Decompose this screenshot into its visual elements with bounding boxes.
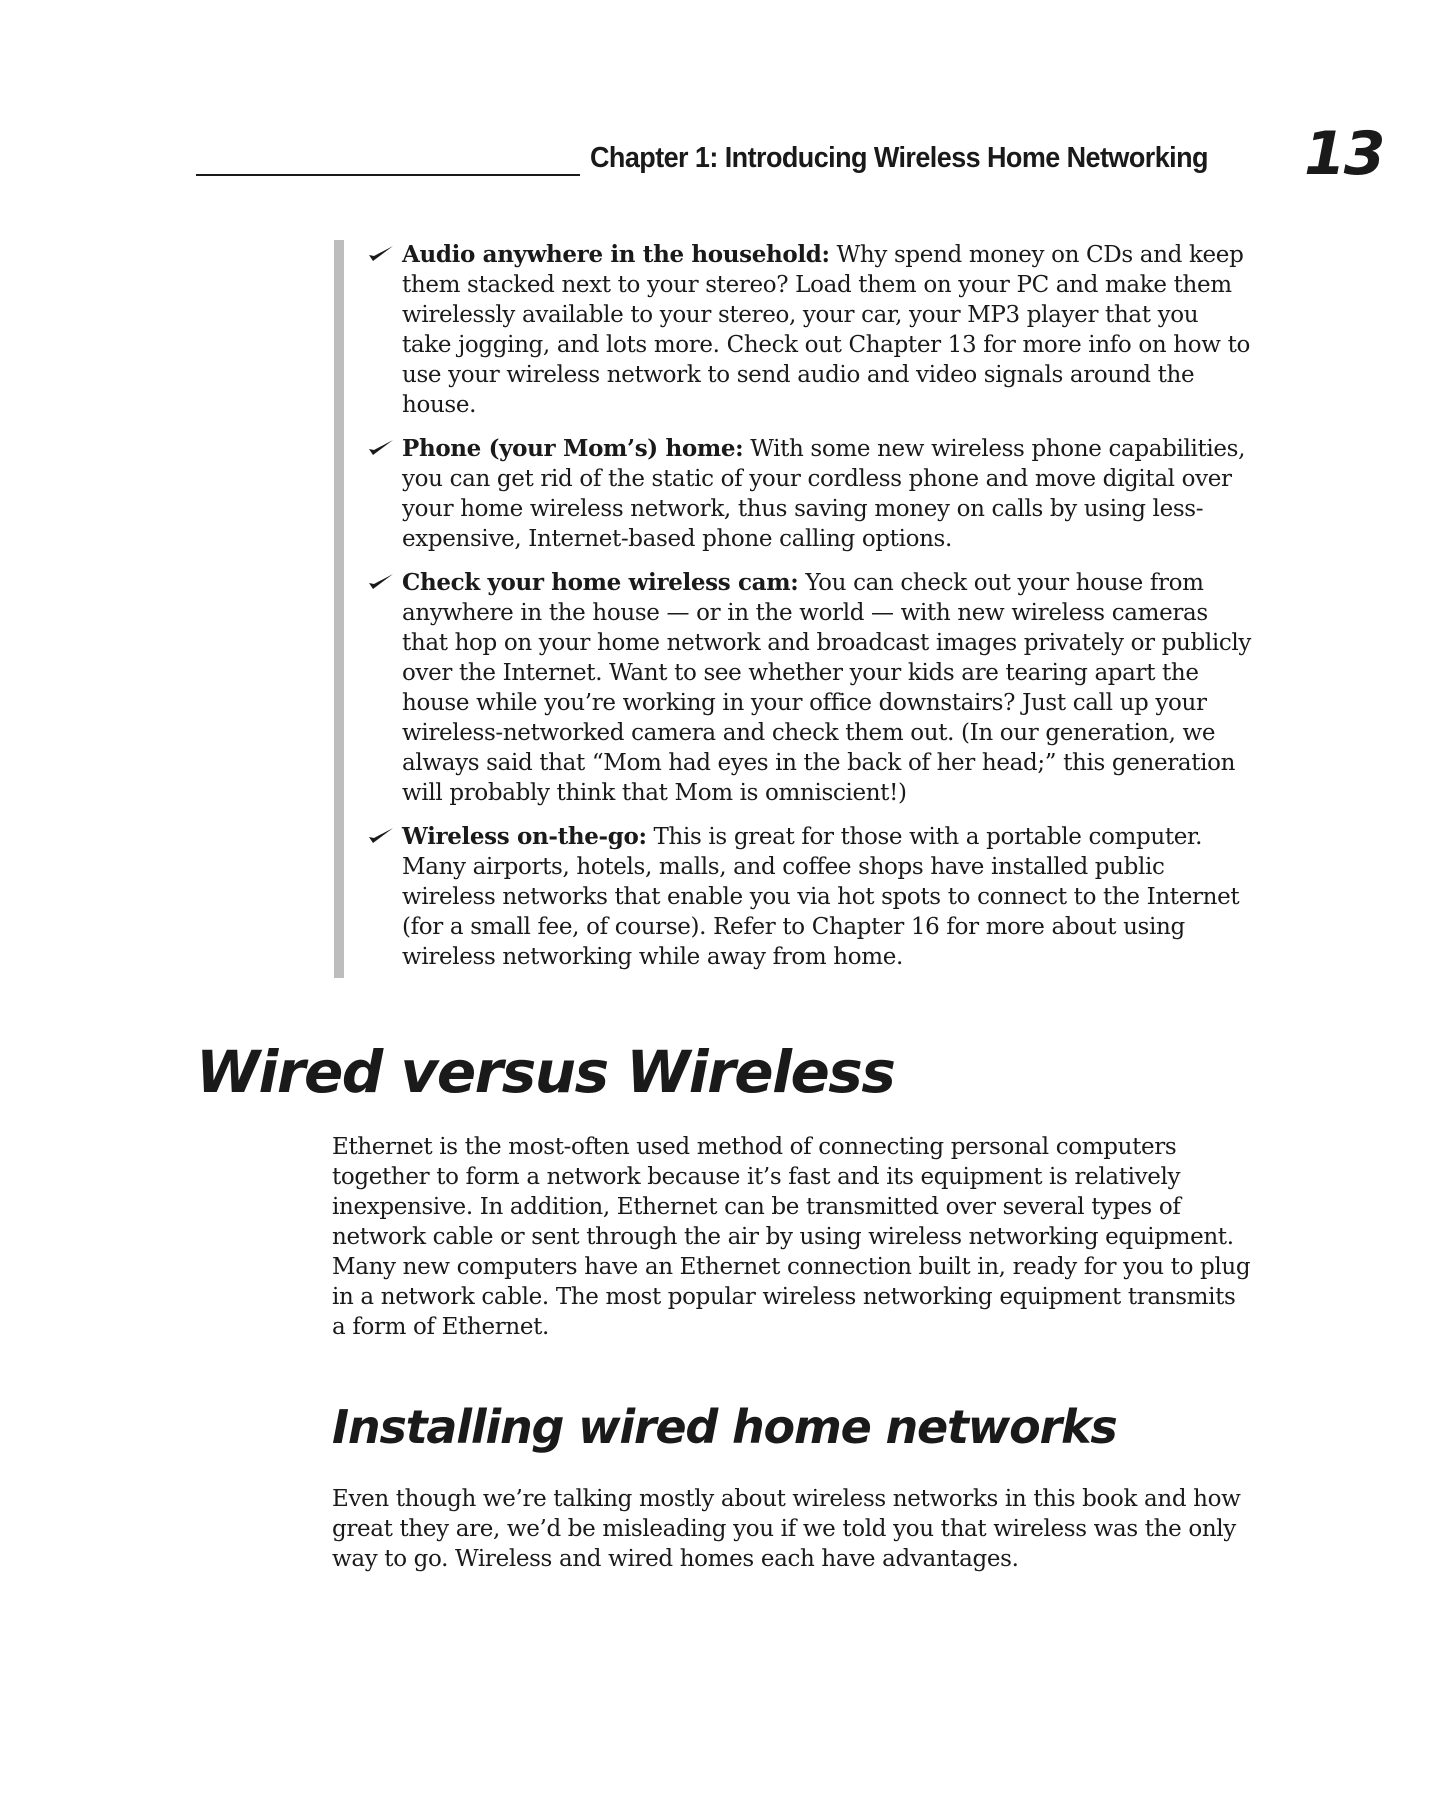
header-rule: [196, 174, 580, 176]
check-mark-icon: [368, 438, 394, 458]
bullet-term: Phone (your Mom’s) home:: [402, 435, 744, 462]
bullet-text: This is great for those with a portable computer. Many airports, hotels, malls, and coffee shops have installed public wireless networks that enable you via hot spots to connect to the Internet (for a small fee, of course). Refer to Chapter 16 for more about using wireless networking while away from home.: [402, 824, 1240, 970]
bullet-text: With some new wireless phone capabilities, you can get rid of the static of your cordless phone and move digital over your home wireless network, thus saving money on calls by using less-expensive, Internet-based phone calling options.: [402, 436, 1246, 552]
bullet-item-phone: [368, 434, 1254, 554]
bullet-item-on-the-go: [368, 822, 1254, 972]
bullet-text: You can check out your house from anywhere in the house — or in the world — with new wireless cameras that hop on your home network and broadcast images privately or publicly over the Internet. Want to see whether your kids are tearing apart the house while you’re working in your office downstairs? Just call up your wireless-networked camera and check them out. (In our generation, we always said that “Mom had eyes in the back of her head;” this generation will probably think that Mom is omniscient!): [402, 570, 1252, 806]
bullet-term: Wireless on-the-go:: [402, 823, 647, 850]
bullet-item-cam: [368, 568, 1254, 808]
bullet-term: Check your home wireless cam:: [402, 569, 799, 596]
section-paragraph: Ethernet is the most-often used method of connecting personal computers together to form a network because it’s fast and its equipment is relatively inexpensive. In addition, Ethernet can be transmitted over several types of network cable or sent through the air by using wireless networking equipment. Many new computers have an Ethernet connection built in, ready for you to plug in a network cable. The most popular wireless networking equipment transmits a form of Ethernet.: [332, 1134, 1251, 1340]
section-heading: Wired versus Wireless: [196, 1038, 895, 1106]
running-header-chapter-title: Chapter 1: Introducing Wireless Home Networking: [590, 142, 1208, 174]
bullet-item-audio: [368, 240, 1254, 420]
page-number: 13: [1304, 119, 1384, 189]
check-mark-icon: [368, 572, 394, 592]
subsection-heading: Installing wired home networks: [332, 1400, 1117, 1454]
bullet-text: Why spend money on CDs and keep them stacked next to your stereo? Load them on your PC and make them wirelessly available to your stereo, your car, your MP3 player that you take jogging, and lots more. Check out Chapter 13 for more info on how to use your wireless network to send audio and video signals around the house.: [402, 242, 1250, 418]
check-mark-icon: [368, 826, 394, 846]
subsection-paragraph: Even though we’re talking mostly about wireless networks in this book and how great they are, we’d be misleading you if we told you that wireless was the only way to go. Wireless and wired homes each have advantages.: [332, 1486, 1241, 1572]
bullet-term: Audio anywhere in the household:: [402, 241, 830, 268]
check-mark-icon: [368, 244, 394, 264]
bullet-list: [334, 240, 1254, 978]
